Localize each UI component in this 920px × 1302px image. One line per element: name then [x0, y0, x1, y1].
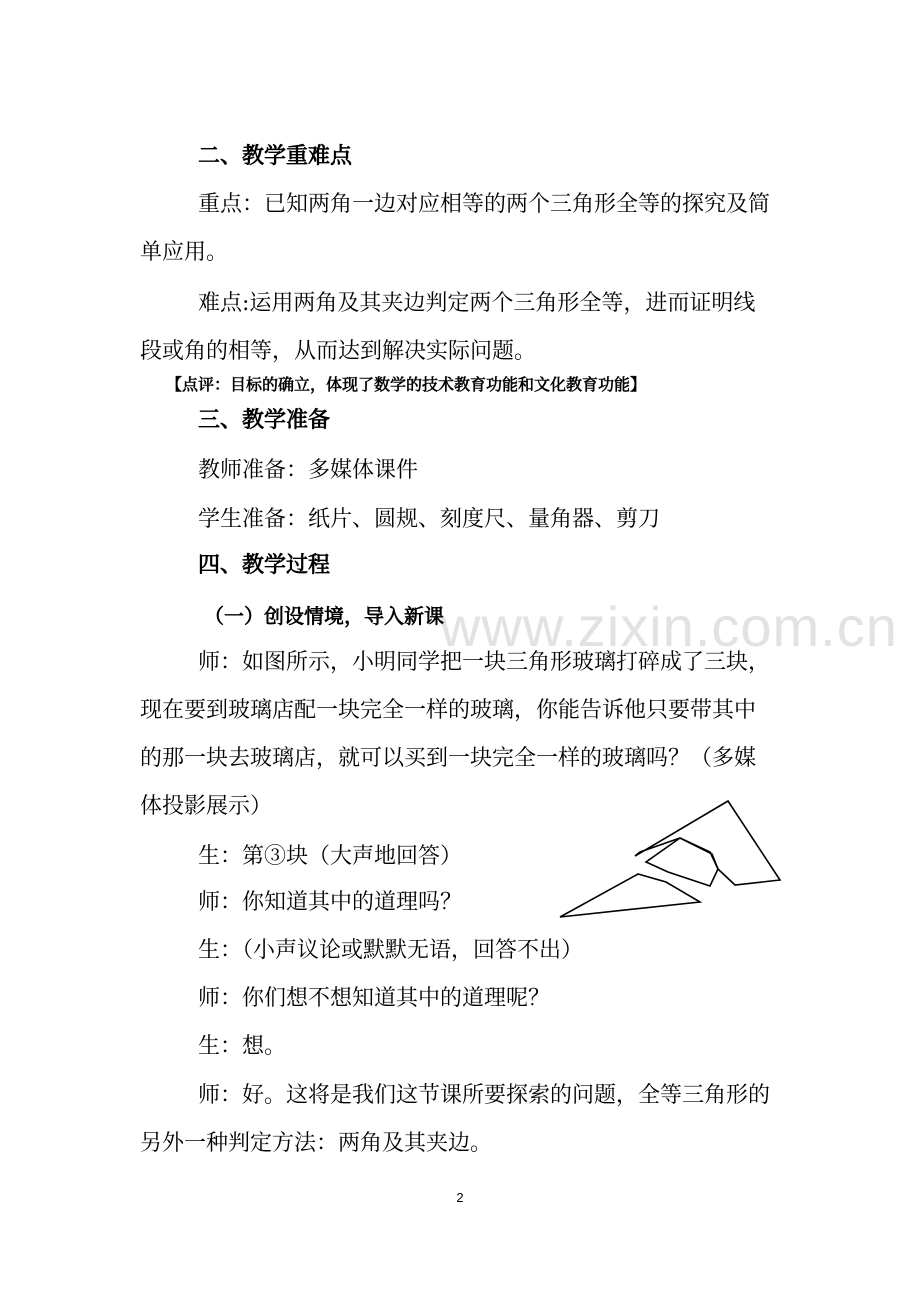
review-note: 【点评：目标的确立，体现了数学的技术教育功能和文化教育功能】	[166, 375, 647, 394]
paragraph-line: 师：好。这将是我们这节课所要探索的问题，全等三角形的	[198, 1083, 771, 1108]
glass-piece-1	[560, 874, 700, 917]
section-heading-3: 三、教学准备	[198, 408, 331, 433]
paragraph-line: 生：第③块（大声地回答）	[198, 844, 463, 869]
paragraph-line: 另外一种判定方法：两角及其夹边。	[140, 1131, 493, 1156]
paragraph-line: 段或角的相等，从而达到解决实际问题。	[140, 339, 537, 364]
paragraph-line: 师：你们想不想知道其中的道理呢？	[198, 986, 551, 1011]
paragraph-line: 师：你知道其中的道理吗？	[198, 890, 463, 915]
paragraph-line: 体投影展示）	[140, 794, 273, 819]
paragraph-line: 学生准备：纸片、圆规、刻度尺、量角器、剪刀	[198, 507, 661, 532]
page-number: 2	[456, 1190, 464, 1205]
watermark: www.zixin.com.cn	[440, 595, 898, 658]
paragraph-line: 现在要到玻璃店配一块完全一样的玻璃，你能告诉他只要带其中	[140, 698, 757, 723]
broken-glass-triangle-figure	[550, 796, 790, 926]
section-heading-2: 二、教学重难点	[198, 144, 353, 169]
section-heading-4: 四、教学过程	[198, 553, 331, 578]
paragraph-line: 难点:运用两角及其夹边判定两个三角形全等，进而证明线	[198, 291, 756, 316]
paragraph-line: 的那一块去玻璃店，就可以买到一块完全一样的玻璃吗？（多媒	[140, 746, 757, 771]
subsection-heading: （一）创设情境，导入新课	[204, 604, 444, 628]
paragraph-line: 单应用。	[140, 240, 229, 265]
paragraph-line: 重点：已知两角一边对应相等的两个三角形全等的探究及简	[198, 192, 771, 217]
paragraph-line: 生：想。	[198, 1034, 287, 1059]
paragraph-line: 教师准备：多媒体课件	[198, 458, 419, 483]
paragraph-line: 生：（小声议论或默默无语，回答不出）	[198, 938, 584, 963]
paragraph-line: 师：如图所示，小明同学把一块三角形玻璃打碎成了三块，	[198, 650, 771, 675]
glass-piece-3	[635, 801, 780, 885]
